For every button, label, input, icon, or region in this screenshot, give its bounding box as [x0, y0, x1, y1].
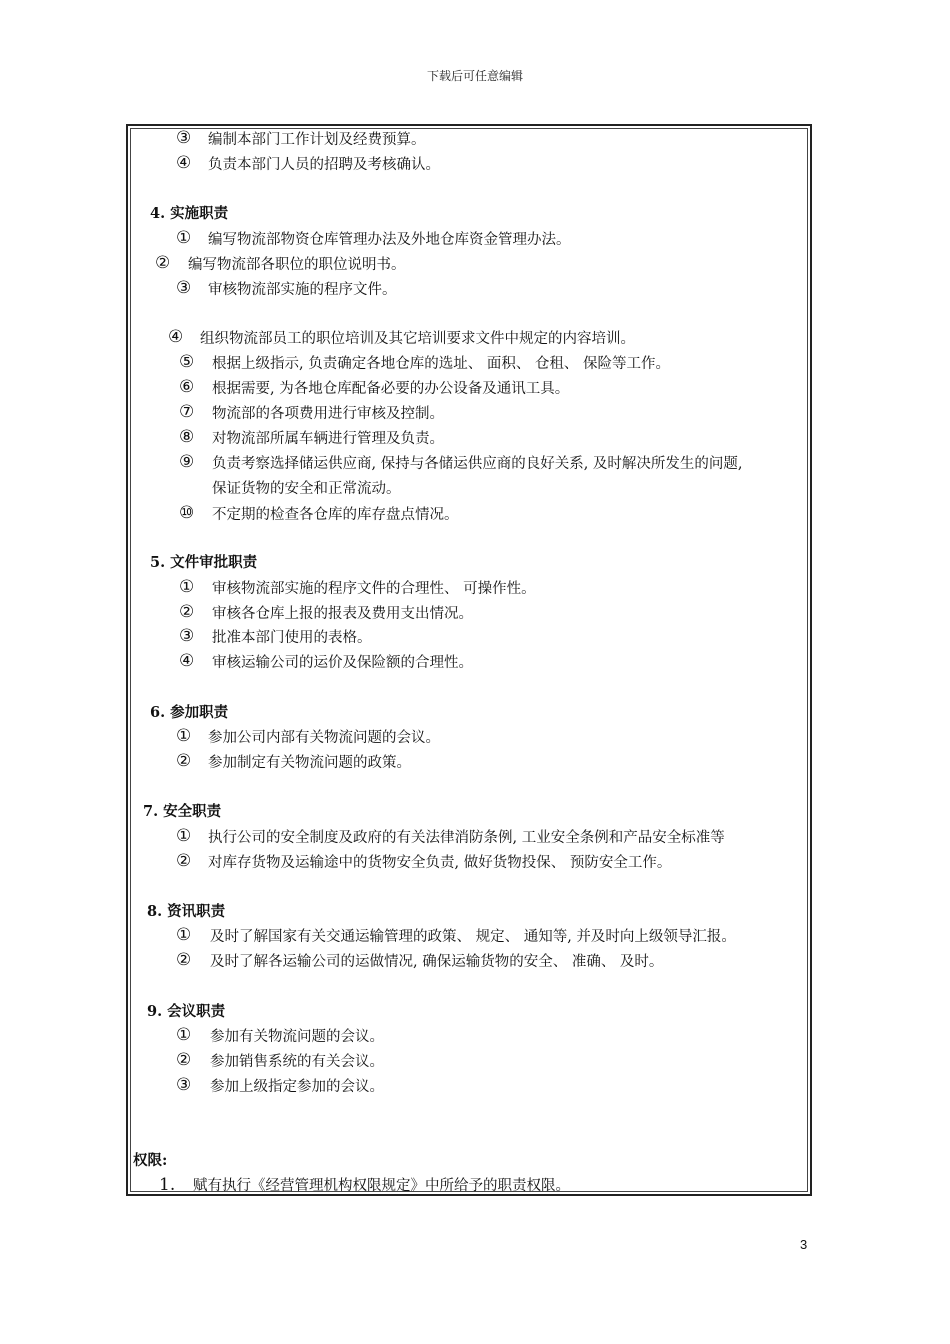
section-heading: 9. 会议职责: [147, 1003, 226, 1020]
list-marker: ⑦: [179, 402, 195, 422]
list-item: 参加上级指定参加的会议。: [210, 1079, 384, 1095]
list-item: 对库存货物及运输途中的货物安全负责, 做好货物投保、 预防安全工作。: [208, 855, 672, 871]
list-marker: ⑨: [179, 452, 195, 472]
section-heading: 8. 资讯职责: [147, 903, 226, 920]
list-marker: ①: [176, 228, 192, 248]
list-item: 参加有关物流问题的会议。: [210, 1029, 384, 1045]
list-item: 编写物流部物资仓库管理办法及外地仓库资金管理办法。: [208, 232, 571, 248]
list-marker: ②: [176, 950, 192, 970]
list-marker: ⑥: [179, 377, 195, 397]
list-marker: ③: [176, 128, 192, 148]
list-marker: ②: [176, 751, 192, 771]
section-heading: 5. 文件审批职责: [150, 554, 258, 571]
list-item: 负责本部门人员的招聘及考核确认。: [208, 157, 440, 173]
list-marker: ③: [176, 278, 192, 298]
list-marker: 1.: [159, 1175, 176, 1195]
list-marker: ①: [176, 726, 192, 746]
list-marker: ②: [155, 253, 171, 273]
list-marker: ②: [179, 602, 195, 622]
list-marker: ①: [179, 577, 195, 597]
list-marker: ④: [176, 153, 192, 173]
list-item: 审核运输公司的运价及保险额的合理性。: [212, 655, 473, 671]
list-marker: ⑩: [179, 503, 195, 523]
list-item: 赋有执行《经营管理机构权限规定》中所给予的职责权限。: [193, 1178, 570, 1194]
list-item: 不定期的检查各仓库的库存盘点情况。: [212, 507, 459, 523]
list-item: 参加制定有关物流问题的政策。: [208, 755, 411, 771]
list-marker: ①: [176, 1025, 192, 1045]
list-item: 物流部的各项费用进行审核及控制。: [212, 406, 444, 422]
list-item-continuation: 保证货物的安全和正常流动。: [212, 481, 401, 497]
list-item: 编写物流部各职位的职位说明书。: [188, 257, 406, 273]
list-marker: ②: [176, 1050, 192, 1070]
list-item: 编制本部门工作计划及经费预算。: [208, 132, 426, 148]
list-item: 负责考察选择储运供应商, 保持与各储运供应商的良好关系, 及时解决所发生的问题,: [212, 456, 743, 472]
list-item: 根据需要, 为各地仓库配备必要的办公设备及通讯工具。: [212, 381, 570, 397]
list-item: 及时了解各运输公司的运做情况, 确保运输货物的安全、 准确、 及时。: [210, 954, 664, 970]
list-marker: ⑤: [179, 352, 195, 372]
list-item: 及时了解国家有关交通运输管理的政策、 规定、 通知等, 并及时向上级领导汇报。: [210, 929, 736, 945]
page-header: 下载后可任意编辑: [426, 69, 523, 83]
list-item: 对物流部所属车辆进行管理及负责。: [212, 431, 444, 447]
list-item: 审核物流部实施的程序文件。: [208, 282, 397, 298]
list-marker: ①: [176, 925, 192, 945]
list-marker: ⑧: [179, 427, 195, 447]
list-item: 组织物流部员工的职位培训及其它培训要求文件中规定的内容培训。: [200, 331, 635, 347]
section-heading: 6. 参加职责: [150, 704, 229, 721]
list-item: 参加销售系统的有关会议。: [210, 1054, 384, 1070]
list-item: 执行公司的安全制度及政府的有关法律消防条例, 工业安全条例和产品安全标准等: [208, 830, 725, 846]
list-item: 审核物流部实施的程序文件的合理性、 可操作性。: [212, 581, 536, 597]
list-marker: ③: [179, 626, 195, 646]
list-marker: ④: [179, 651, 195, 671]
list-marker: ①: [176, 826, 192, 846]
page-number: 3: [800, 1237, 808, 1252]
section-heading: 4. 实施职责: [150, 205, 229, 222]
section-heading: 7. 安全职责: [143, 803, 222, 820]
list-item: 根据上级指示, 负责确定各地仓库的选址、 面积、 仓租、 保险等工作。: [212, 356, 671, 372]
list-item: 批准本部门使用的表格。: [212, 630, 372, 646]
list-item: 审核各仓库上报的报表及费用支出情况。: [212, 606, 473, 622]
list-marker: ③: [176, 1075, 192, 1095]
list-marker: ②: [176, 851, 192, 871]
authority-heading: 权限:: [133, 1152, 168, 1169]
list-item: 参加公司内部有关物流问题的会议。: [208, 730, 440, 746]
list-marker: ④: [168, 327, 184, 347]
